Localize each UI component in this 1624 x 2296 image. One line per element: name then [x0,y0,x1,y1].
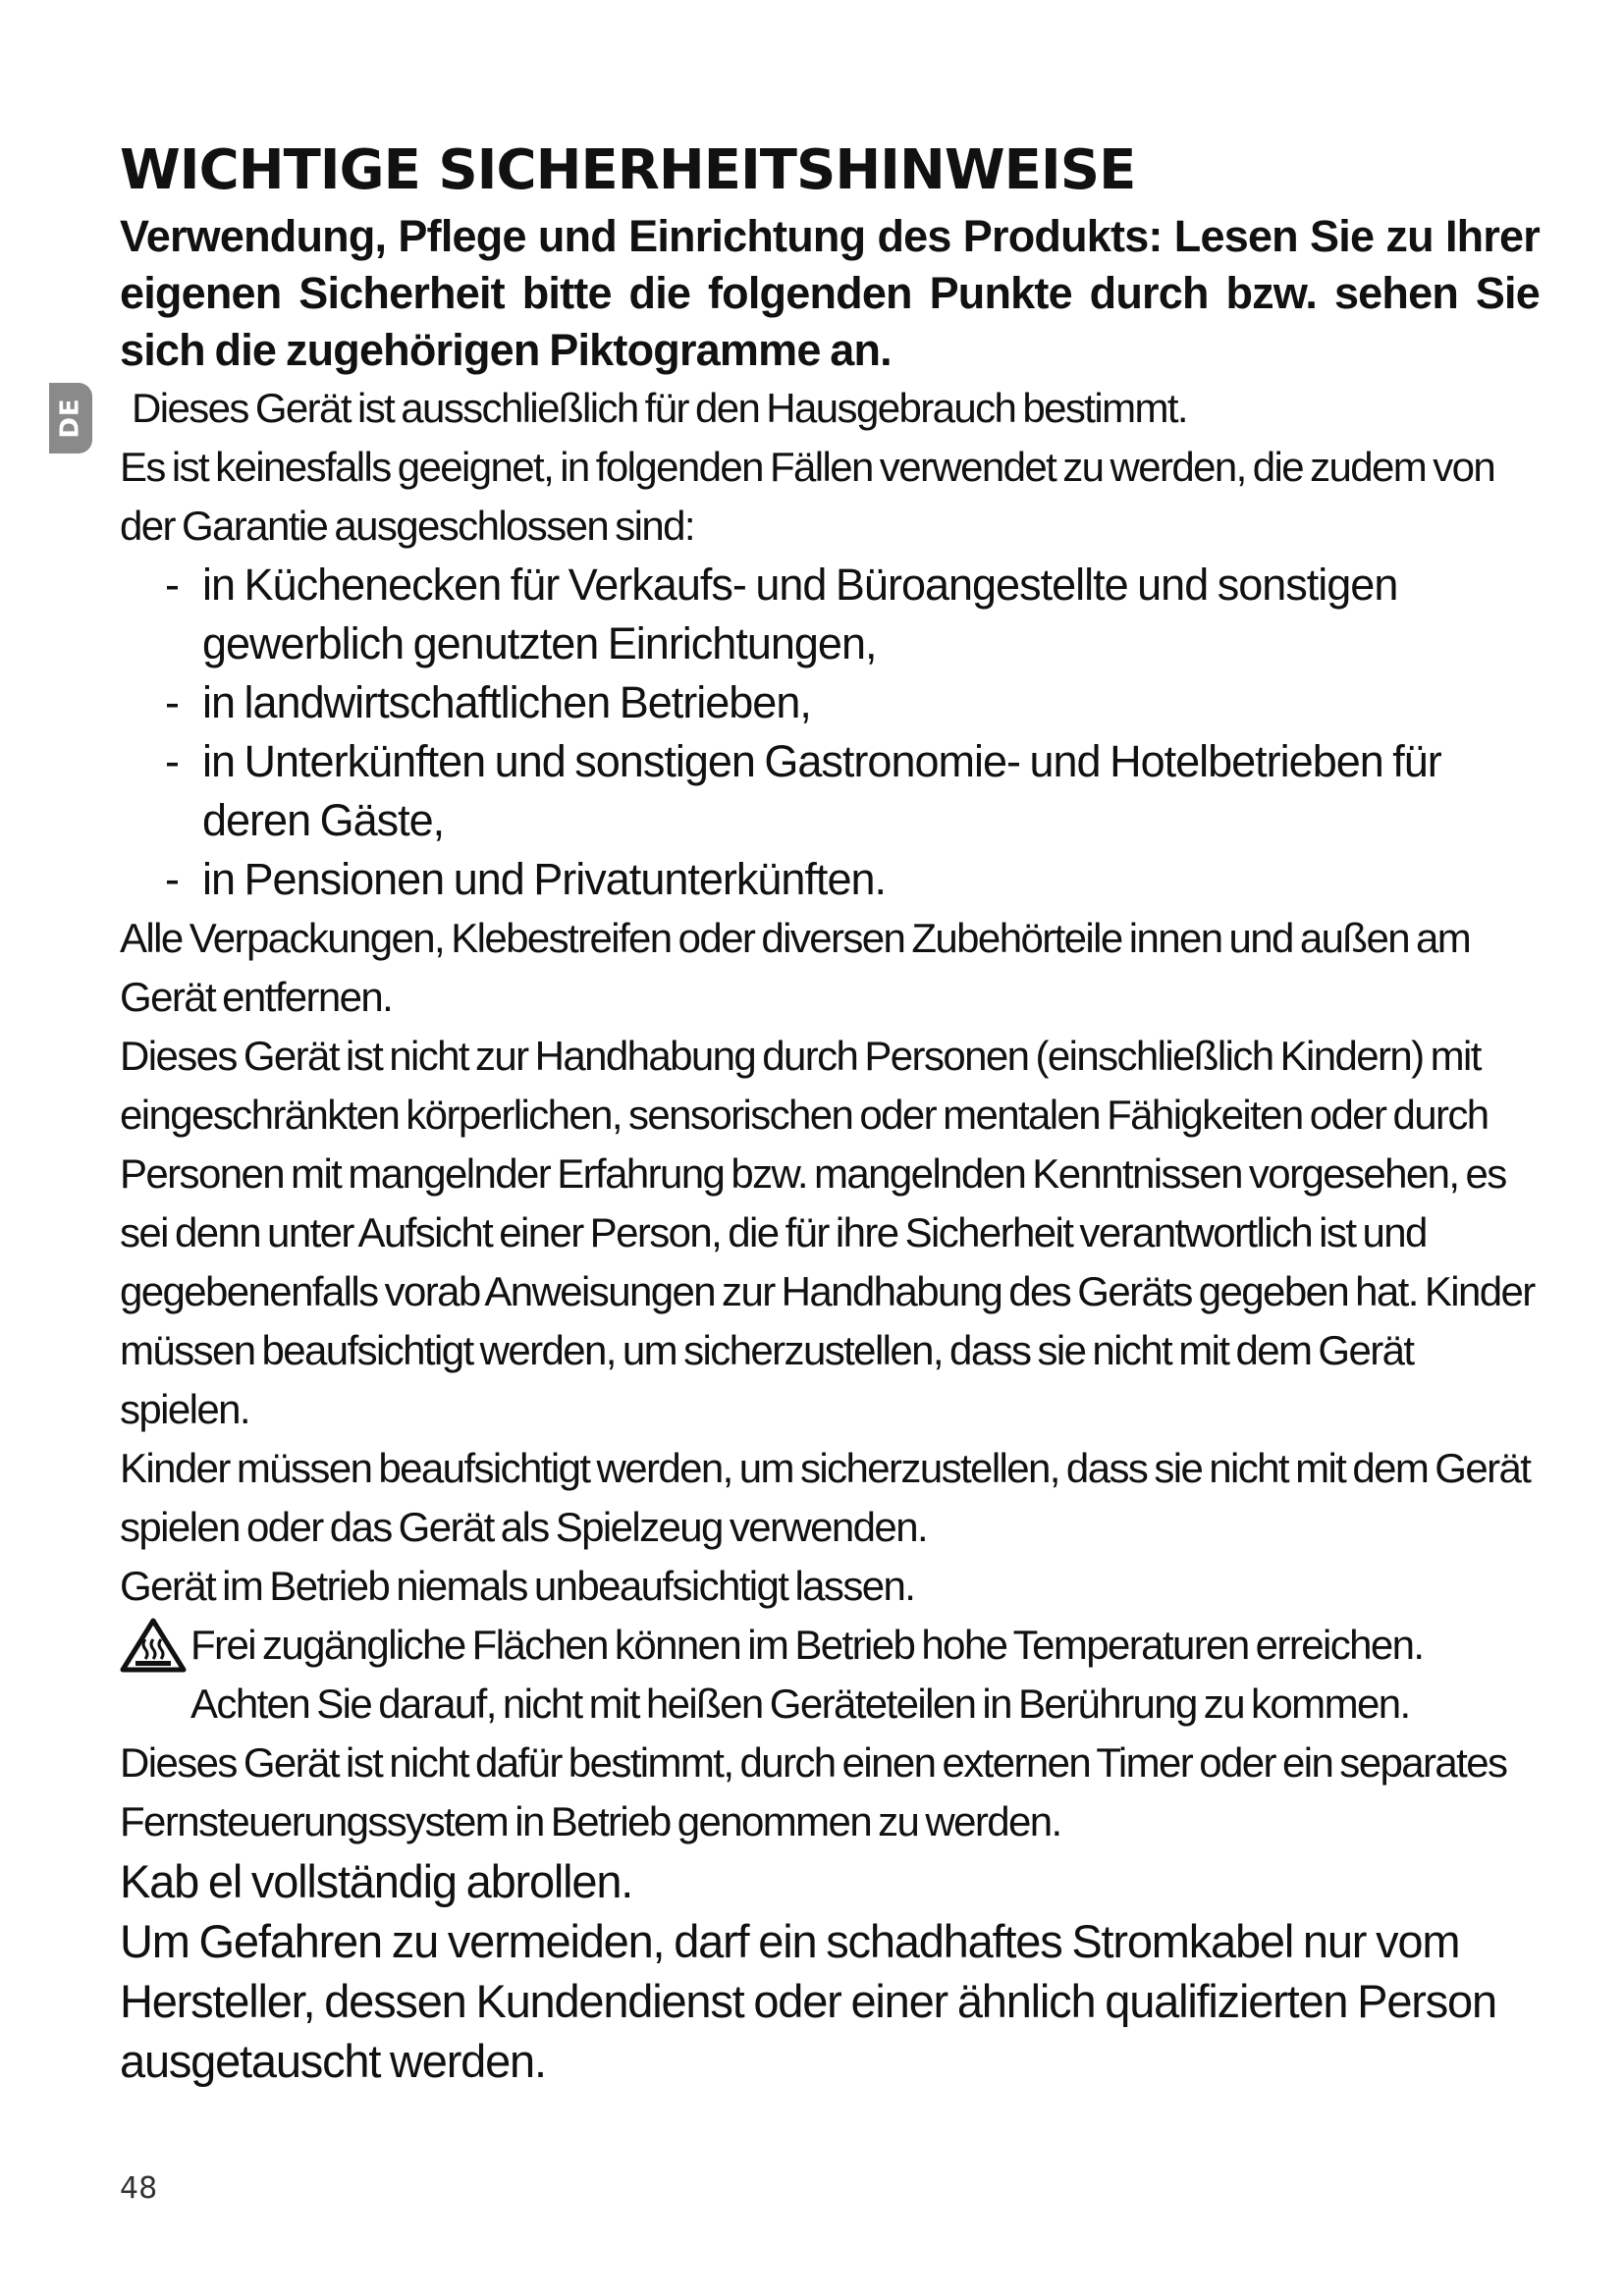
language-tab-label: DE [56,398,85,439]
page-content [120,135,1540,2091]
list-item: - in Unterkünften und sonstigen Gastronomie- und Hotelbetrieben für deren Gäste, [165,736,1441,845]
paragraph-packaging: Alle Verpackungen, Klebestreifen oder diversen Zubehörteile innen und außen am Gerät entfernen. [120,915,1471,1020]
hot-surface-warning-icon [120,1618,187,1673]
exclusion-list [120,556,1540,909]
paragraph-not-suitable: Es ist keinesfalls geeignet, in folgenden Fällen verwendet zu werden, die zudem von der Garantie ausgeschlossen sind: [120,444,1495,549]
page-number: 48 [120,2171,158,2206]
paragraph-children: Kinder müssen beaufsichtigt werden, um sicherzustellen, dass sie nicht mit dem Gerät spielen oder das Gerät als Spielzeug verwenden. [120,1445,1531,1550]
intro-text: Verwendung, Pflege und Einrichtung des Produkts: Lesen Sie zu Ihrer eigenen Sicherheit bitte die folgenden Punkte durch bzw. sehen Sie sich die zugehörigen Piktogramme an. [120,211,1540,375]
list-item: - in landwirtschaftlichen Betrieben, [165,677,811,727]
list-item-text: in landwirtschaftlichen Betrieben, [202,677,811,727]
list-item: - in Küchenecken für Verkaufs- und Büroangestellte und sonstigen gewerblich genutzten Einrichtungen, [165,560,1398,668]
hot-surface-warning [120,1616,1540,1734]
paragraph-household-use: Dieses Gerät ist ausschließlich für den Hausgebrauch bestimmt. [132,385,1187,431]
paragraph-damaged-cable: Um Gefahren zu vermeiden, darf ein schadhaftes Stromkabel nur vom Hersteller, dessen Kundendienst oder einer ähnlich qualifizierten Person ausgetauscht werden. [120,1915,1496,2087]
paragraph-cable: Kab el vollständig abrollen. [120,1855,633,1907]
list-item-text: in Pensionen und Privatunterkünften. [202,854,886,904]
list-item-text: in Unterkünften und sonstigen Gastronomie- und Hotelbetrieben für deren Gäste, [202,736,1441,845]
paragraph-unattended: Gerät im Betrieb niemals unbeaufsichtigt lassen. [120,1563,915,1609]
page-title: WICHTIGE SICHERHEITSHINWEISE [120,138,1136,202]
list-item-text: in Küchenecken für Verkaufs- und Büroangestellte und sonstigen gewerblich genutzten Einrichtungen, [202,560,1398,668]
paragraph-persons: Dieses Gerät ist nicht zur Handhabung durch Personen (einschließlich Kindern) mit eingeschränkten körperlichen, sensorischen oder mentalen Fähigkeiten oder durch Personen mit mangelnder Erfahrung bzw. mangelnden Kenntnissen vorgesehen, es sei denn unter Aufsicht einer Person, die für ihre Sicherheit verantwortlich ist und gegebenenfalls vorab Anweisungen zur Handhabung des Geräts gegeben hat. Kinder müssen beaufsichtigt werden, um sicherzustellen, dass sie nicht mit dem Gerät spielen. [120,1033,1535,1432]
paragraph-timer: Dieses Gerät ist nicht dafür bestimmt, durch einen externen Timer oder ein separates Fernsteuerungssystem in Betrieb genommen zu werden. [120,1739,1507,1844]
list-item: - in Pensionen und Privatunterkünften. [165,854,886,904]
paragraph-hot-surfaces: Frei zugängliche Flächen können im Betrieb hohe Temperaturen erreichen. Achten Sie darauf, nicht mit heißen Geräteteilen in Berührung zu kommen. [190,1622,1424,1727]
language-tab [49,383,92,454]
safety-text [120,379,1540,2091]
